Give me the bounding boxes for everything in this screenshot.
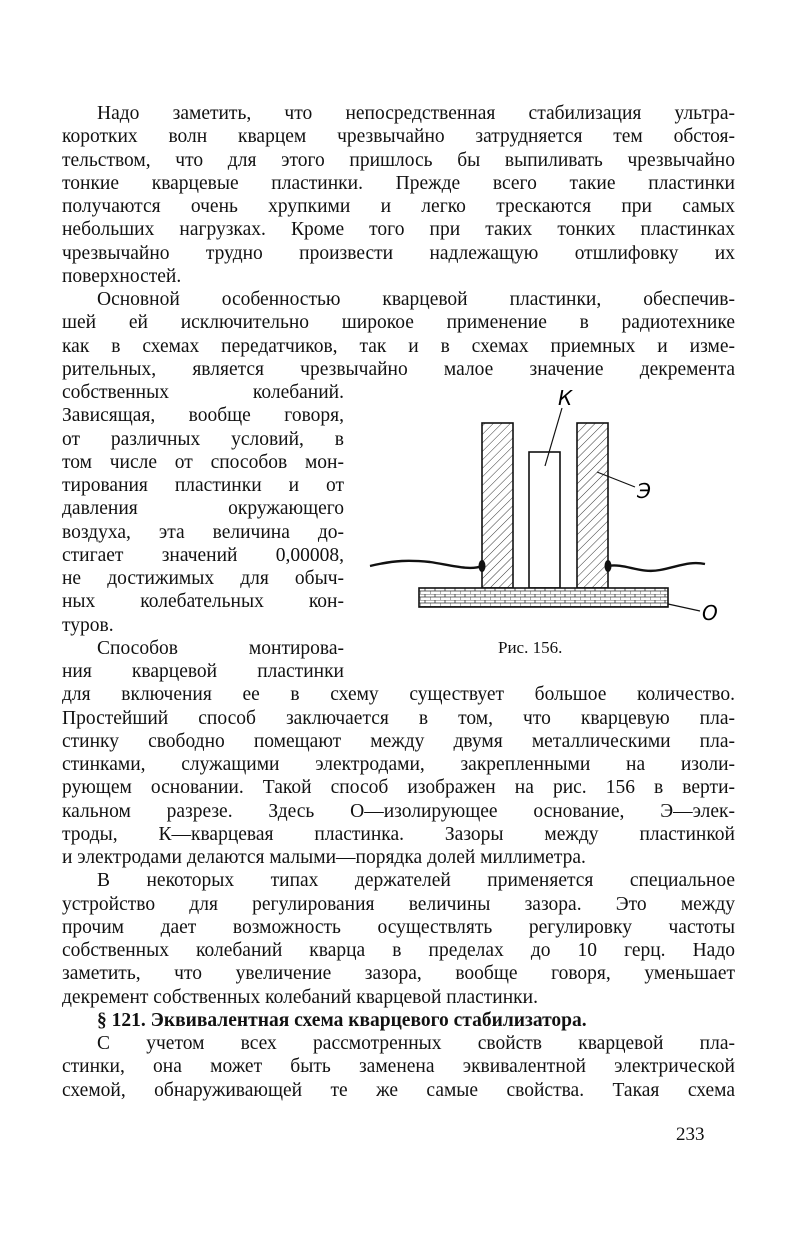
text-line: Способов монтирова-: [97, 637, 344, 659]
solder-joint-right: [605, 560, 612, 572]
text-line: устройство для регулирования величины зазора. Это между: [62, 893, 735, 915]
text-line: поверхностей.: [62, 265, 182, 287]
label-crystal: К: [558, 386, 573, 410]
text-line: рующем основании. Такой способ изображен на рис. 156 в верти-: [62, 777, 735, 799]
label-electrode: Э: [637, 479, 651, 503]
text-line: давления окружающего: [62, 498, 344, 520]
text-line: схемой, обнаруживающей те же самые свойства. Такая схема: [62, 1079, 735, 1101]
text-line: тирования пластинки и от: [62, 475, 344, 496]
text-line: небольших нагрузках. Кроме того при таких тонких пластинках: [62, 219, 735, 241]
lead-wire-right: [608, 563, 705, 571]
quartz-crystal: [529, 452, 560, 588]
figure-156-quartz-holder: [360, 380, 740, 680]
text-line: стинку свободно помещают между двумя металлическими пла-: [62, 730, 735, 752]
text-line: собственных колебаний.: [62, 382, 344, 403]
text-line: рительных, является чрезвычайно малое значение декремента: [62, 358, 735, 380]
text-line: тельством, что для этого пришлось бы выпиливать чрезвычайно: [62, 149, 735, 171]
figure-caption: Рис. 156.: [498, 638, 563, 657]
text-line: С учетом всех рассмотренных свойств кварцевой пла-: [97, 1033, 735, 1054]
text-line: воздуха, эта величина до-: [62, 521, 344, 543]
text-line: Зависящая, вообще говоря,: [62, 405, 344, 427]
text-line: шей ей исключительно широкое применение в радиотехнике: [62, 312, 735, 334]
text-line: ных колебательных кон-: [62, 591, 344, 613]
electrode-left: [482, 423, 513, 588]
text-line: стигает значений 0,00008,: [62, 544, 344, 566]
text-line: декремент собственных колебаний кварцевой пластинки.: [62, 986, 538, 1008]
leader-base: [668, 604, 700, 611]
text-line: и электродами делаются малыми—порядка долей миллиметра.: [62, 847, 586, 868]
text-line: для включения ее в схему существует большое количество.: [62, 684, 735, 706]
electrode-right: [577, 423, 608, 588]
text-line: Простейший способ заключается в том, что кварцевую пла-: [62, 707, 735, 729]
text-line: том числе от способов мон-: [62, 451, 344, 473]
text-line: стинками, служащими электродами, закрепленными на изоли-: [62, 754, 735, 775]
text-line: стинки, она может быть заменена эквивалентной электрической: [62, 1056, 735, 1078]
text-line: собственных колебаний кварца в пределах до 10 герц. Надо: [62, 940, 735, 961]
solder-joint-left: [479, 560, 486, 572]
lead-wire-left: [370, 561, 482, 568]
page-number: 233: [676, 1124, 705, 1145]
text-line: туров.: [62, 614, 114, 636]
insulating-base: [419, 588, 668, 607]
text-line: прочим дает возможность осуществлять регулировку частоты: [62, 916, 735, 938]
text-line: Надо заметить, что непосредственная стабилизация ультра-: [97, 103, 735, 124]
section-heading: § 121. Эквивалентная схема кварцевого стабилизатора.: [97, 1009, 587, 1031]
text-line: кальном разрезе. Здесь О—изолирующее основание, Э—элек-: [62, 800, 735, 822]
text-line: В некоторых типах держателей применяется специальное: [97, 870, 735, 892]
text-line: тонкие кварцевые пластинки. Прежде всего такие пластинки: [62, 172, 735, 194]
text-line: Основной особенностью кварцевой пластинки, обеспечив-: [97, 289, 735, 310]
text-line: не достижимых для обыч-: [62, 568, 344, 589]
text-line: от различных условий, в: [62, 428, 344, 450]
text-line: получаются очень хрупкими и легко трескаются при самых: [62, 196, 735, 217]
text-line: коротких волн кварцем чрезвычайно затрудняется тем обстоя-: [62, 126, 735, 148]
text-line: чрезвычайно трудно произвести надлежащую отшлифовку их: [62, 242, 735, 264]
label-base: О: [702, 601, 718, 625]
text-line: как в схемах передатчиков, так и в схемах приемных и изме-: [62, 335, 735, 357]
text-line: заметить, что увеличение зазора, вообще говоря, уменьшает: [62, 963, 735, 985]
text-line: ния кварцевой пластинки: [62, 661, 344, 682]
text-line: троды, К—кварцевая пластинка. Зазоры между пластинкой: [62, 823, 735, 845]
